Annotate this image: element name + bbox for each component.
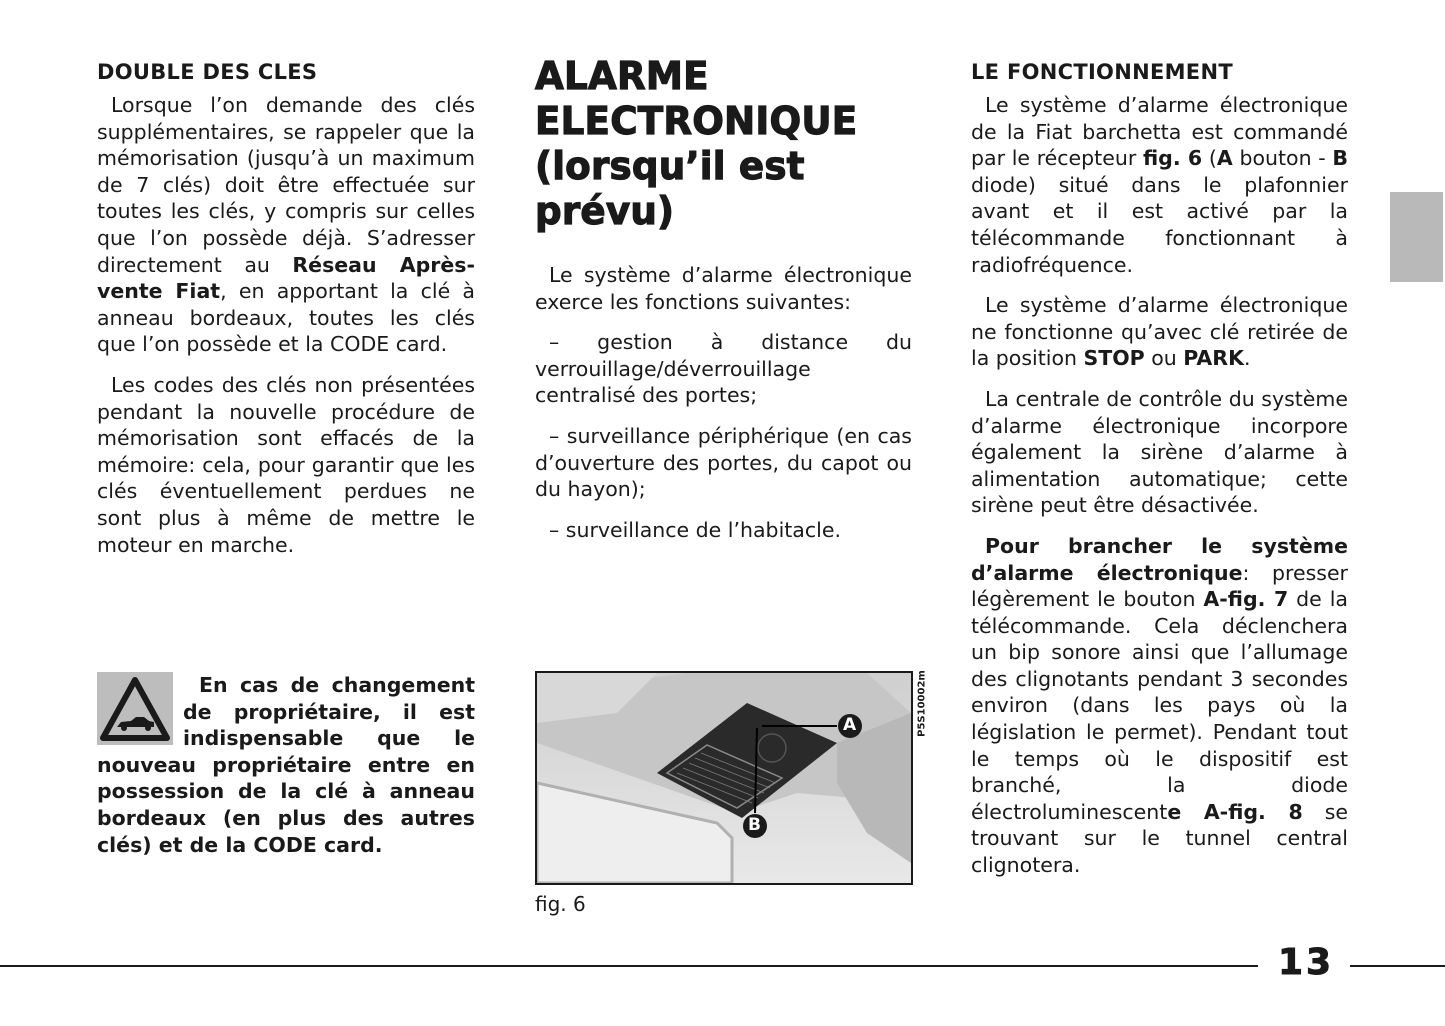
column-left (97, 58, 475, 572)
paragraph-intro: Le système d’alarme électronique exerce les fonctions suivantes: (535, 263, 912, 314)
list-item: – surveillance périphérique (en cas d’ouverture des portes, du capot ou du hayon); (535, 423, 912, 502)
heading-double-des-cles: DOUBLE DES CLES (97, 60, 318, 84)
figure-code: P5S10002m (916, 670, 928, 737)
warning-triangle-car-icon (97, 672, 173, 745)
warning-note (97, 672, 475, 858)
paragraph-key-position: Le système d’alarme électronique ne fonctionne qu’avec clé retirée de la position STOP ou PARK. (971, 293, 1348, 371)
footer-rule-left (0, 965, 1258, 967)
paragraph-siren: La centrale de contrôle du système d’alarme électronique incorpore également la sirène d’alarme à alimentation automatique; cette sirène peut être désactivée. (971, 386, 1348, 518)
column-right (971, 58, 1348, 893)
paragraph-arming: Pour brancher le système d’alarme électronique: presser légèrement le bouton A-fig. 7 de la télécommande. Cela déclenchera un bip sonore ainsi que l’allumage des clignotants pendant 3 secondes environ (dans les pays où la législation le permet). Pendant tout le temps où le dispositif est branché, la diode électroluminescente A-fig. 8 se trouvant sur le tunnel central clignotera. (971, 533, 1348, 878)
callout-label-a: A (843, 715, 857, 735)
heading-fonctionnement: LE FONCTIONNEMENT (971, 60, 1233, 84)
callout-label-b: B (748, 815, 761, 835)
list-item: – surveillance de l’habitacle. (549, 517, 841, 542)
list-item: – gestion à distance du verrouillage/déverrouillage centralisé des portes; (535, 330, 912, 408)
page-number: 13 (1278, 942, 1335, 983)
section-thumb-tab (1390, 192, 1443, 282)
paragraph-duplicate-keys: Lorsque l’on demande des clés supplémentaires, se rappeler que la mémorisation (jusqu’à un maximum de 7 clés) doit être effectuée sur toutes les clés, y compris sur celles que l’on possède déjà. S’adresser directement au Réseau Après-vente Fiat, en apportant la clé à anneau bordeaux, toutes les clés que l’on possède et la CODE card. (97, 93, 475, 357)
figure-caption: fig. 6 (535, 892, 586, 916)
figure-6-image (535, 671, 913, 885)
section-title-alarme: ALARME ELECTRONIQUE (lorsqu’il est prévu) (535, 54, 858, 233)
footer-rule-right (1350, 965, 1445, 967)
column-middle (535, 54, 912, 557)
paragraph-receiver: Le système d’alarme électronique de la Fiat barchetta est commandé par le récepteur fig. 6 (A bouton - B diode) situé dans le plafonnier avant et il est activé par la télécommande fonctionnant à radiofréquence. (971, 93, 1349, 277)
paragraph-codes-erased: Les codes des clés non présentées pendant la nouvelle procédure de mémorisation sont effacés de la mémoire: cela, pour garantir que les clés éventuellement perdues ne sont plus à même de mettre le moteur en marche. (97, 372, 475, 557)
warning-text: En cas de changement de propriétaire, il est indispensable que le nouveau propriétaire entre en possession de la clé à anneau bordeaux (en plus des autres clés) et de la CODE card. (97, 673, 475, 857)
